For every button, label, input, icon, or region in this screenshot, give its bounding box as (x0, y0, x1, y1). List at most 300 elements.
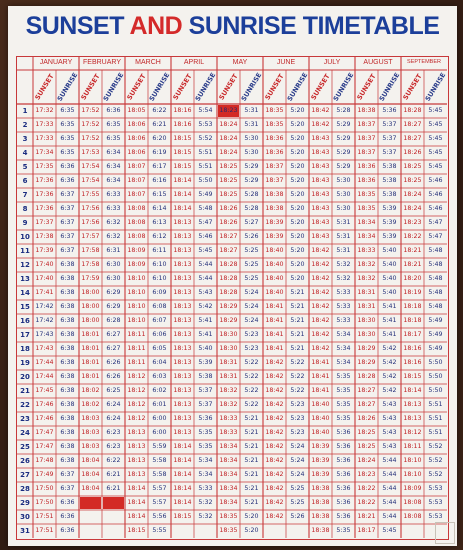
sunset-time: 18:27 (219, 247, 238, 254)
sunrise-time: 6:09 (152, 289, 167, 296)
sunrise-time: 5:52 (198, 135, 213, 142)
sunrise-time: 5:32 (198, 499, 213, 506)
sunrise-time: 5:45 (428, 107, 443, 114)
sunrise-time: 6:38 (60, 443, 75, 450)
sunset-time: 18:37 (265, 177, 284, 184)
sunset-time: 18:04 (81, 457, 100, 464)
sunrise-time: 6:38 (60, 275, 75, 282)
sunrise-time: 5:37 (198, 401, 213, 408)
sunset-time: 18:11 (127, 345, 146, 352)
sunset-time: 17:47 (35, 429, 54, 436)
day-number: 4 (22, 149, 28, 157)
sunset-time: 18:42 (265, 429, 284, 436)
sunrise-time: 5:51 (428, 401, 443, 408)
sunrise-time: 6:35 (106, 135, 121, 142)
sunset-time: 18:15 (403, 373, 422, 380)
sunset-time: 18:38 (311, 485, 330, 492)
sunrise-time: 6:37 (60, 471, 75, 478)
sunset-time: 18:02 (81, 401, 100, 408)
sunset-column-label: SUNSET (79, 72, 102, 102)
sunset-time: 18:18 (403, 317, 422, 324)
sunrise-time: 5:39 (382, 233, 397, 240)
sunrise-time: 6:37 (60, 219, 75, 226)
sunset-time: 18:40 (311, 415, 330, 422)
sunset-time: 18:05 (127, 107, 146, 114)
sunset-time: 18:43 (311, 163, 330, 170)
sunset-time: 18:37 (357, 121, 376, 128)
month-header: FEBRUARY (83, 59, 121, 66)
sunrise-time: 5:36 (336, 513, 351, 520)
sunrise-time: 5:27 (244, 219, 259, 226)
sunrise-time: 5:30 (336, 191, 351, 198)
sunrise-time: 5:44 (382, 471, 397, 478)
sunset-time: 18:13 (173, 373, 192, 380)
sunrise-time: 5:20 (244, 513, 259, 520)
day-number: 21 (20, 387, 30, 395)
sunrise-time: 5:36 (198, 415, 213, 422)
sunset-time: 18:15 (173, 135, 192, 142)
sunrise-time: 6:35 (60, 121, 75, 128)
sunrise-time: 5:51 (198, 149, 213, 156)
sunset-time: 18:13 (173, 233, 192, 240)
sunset-time: 18:18 (403, 303, 422, 310)
sunrise-time: 6:33 (106, 191, 121, 198)
sunrise-time: 6:38 (60, 331, 75, 338)
sunset-time: 17:52 (81, 121, 100, 128)
sunrise-time: 5:58 (152, 471, 167, 478)
corner-watermark (435, 522, 455, 544)
sunrise-time: 5:25 (290, 485, 305, 492)
day-number: 19 (20, 359, 30, 367)
sunset-time: 18:10 (127, 275, 146, 282)
sunset-time: 18:13 (173, 303, 192, 310)
day-number: 28 (20, 485, 30, 493)
sunset-time: 17:40 (35, 275, 54, 282)
sunrise-time: 6:06 (152, 331, 167, 338)
sunrise-column-label: SUNRISE (285, 71, 310, 103)
sunrise-time: 5:44 (382, 485, 397, 492)
sunset-time: 18:13 (173, 331, 192, 338)
sunset-time: 18:07 (127, 163, 146, 170)
sunset-time: 18:41 (311, 387, 330, 394)
sunrise-time: 6:38 (60, 387, 75, 394)
sunset-time: 17:52 (81, 107, 100, 114)
sunrise-time: 6:22 (106, 457, 121, 464)
sunrise-time: 5:35 (336, 415, 351, 422)
sunset-time: 17:44 (35, 373, 54, 380)
sunset-time: 17:36 (35, 191, 54, 198)
sunset-time: 18:10 (403, 471, 422, 478)
sunset-time: 18:35 (219, 513, 238, 520)
sunset-time: 18:25 (219, 177, 238, 184)
sunset-time: 18:34 (219, 485, 238, 492)
sunrise-time: 5:56 (152, 513, 167, 520)
sunset-time: 18:04 (81, 471, 100, 478)
sunset-time: 18:00 (81, 317, 100, 324)
sunrise-time: 6:38 (60, 373, 75, 380)
sunrise-time: 6:38 (60, 359, 75, 366)
sunrise-time: 5:38 (198, 373, 213, 380)
sunrise-time: 6:37 (60, 247, 75, 254)
sunset-time: 17:34 (35, 149, 54, 156)
day-number: 25 (20, 443, 30, 451)
sunset-time: 18:17 (357, 527, 376, 534)
sunrise-time: 5:50 (428, 373, 443, 380)
sunrise-time: 5:39 (382, 205, 397, 212)
sunset-time: 17:40 (35, 261, 54, 268)
highlighted-cell (80, 497, 101, 509)
sunset-time: 18:43 (311, 135, 330, 142)
sunset-time: 18:43 (311, 219, 330, 226)
sunset-time: 18:41 (265, 303, 284, 310)
sunrise-time: 6:23 (106, 443, 121, 450)
sunset-time: 18:36 (265, 149, 284, 156)
sunset-time: 18:42 (265, 359, 284, 366)
sunset-time: 17:49 (35, 471, 54, 478)
sunrise-time: 5:22 (244, 373, 259, 380)
sunset-time: 18:23 (219, 107, 238, 114)
sunrise-time: 5:40 (382, 261, 397, 268)
sunset-time: 17:50 (35, 485, 54, 492)
sunrise-time: 5:50 (428, 359, 443, 366)
sunset-column-label: SUNSET (401, 72, 424, 102)
sunrise-time: 5:45 (428, 163, 443, 170)
sunset-time: 18:13 (173, 359, 192, 366)
sunrise-time: 5:37 (382, 149, 397, 156)
sunset-time: 18:22 (403, 233, 422, 240)
sunrise-time: 6:19 (152, 149, 167, 156)
sunset-time: 17:59 (81, 275, 100, 282)
sunset-time: 17:42 (35, 303, 54, 310)
sunset-time: 18:35 (357, 191, 376, 198)
sunset-time: 18:28 (219, 275, 238, 282)
sunrise-time: 6:38 (60, 289, 75, 296)
sunrise-time: 5:45 (198, 247, 213, 254)
sunset-time: 18:42 (265, 387, 284, 394)
sunset-time: 18:42 (265, 457, 284, 464)
sunset-time: 18:42 (311, 261, 330, 268)
sunrise-time: 5:30 (244, 135, 259, 142)
sunrise-time: 6:34 (106, 163, 121, 170)
sunrise-time: 5:21 (244, 471, 259, 478)
day-number: 1 (22, 107, 28, 115)
month-header: APRIL (183, 59, 205, 66)
sunset-time: 18:37 (265, 163, 284, 170)
sunset-time: 18:16 (173, 107, 192, 114)
sunrise-column-label: SUNRISE (423, 71, 448, 103)
sunset-time: 18:41 (265, 345, 284, 352)
day-number: 29 (20, 499, 30, 507)
sunrise-time: 5:40 (382, 247, 397, 254)
sunset-time: 18:27 (357, 401, 376, 408)
day-number: 17 (20, 331, 30, 339)
sunset-time: 18:42 (311, 247, 330, 254)
sunset-time: 17:45 (35, 387, 54, 394)
sunrise-time: 5:29 (336, 163, 351, 170)
sunset-time: 18:06 (127, 135, 146, 142)
sunset-time: 18:15 (173, 149, 192, 156)
sunrise-time: 6:37 (60, 205, 75, 212)
sunset-time: 18:41 (311, 373, 330, 380)
sunset-time: 17:33 (35, 121, 54, 128)
sunrise-time: 5:23 (290, 415, 305, 422)
sunrise-time: 5:32 (336, 275, 351, 282)
sunrise-time: 5:34 (198, 471, 213, 478)
sunrise-time: 5:44 (198, 275, 213, 282)
sunset-time: 18:42 (311, 317, 330, 324)
day-number: 23 (20, 415, 30, 423)
sunrise-time: 5:20 (290, 163, 305, 170)
day-number: 13 (20, 275, 30, 283)
sunset-time: 18:38 (311, 527, 330, 534)
title-and: AND (129, 12, 183, 40)
sunset-time: 17:51 (35, 527, 54, 534)
sunrise-time: 5:20 (244, 527, 259, 534)
sunrise-time: 6:21 (152, 121, 167, 128)
sunset-time: 17:46 (35, 401, 54, 408)
sunrise-time: 6:16 (152, 177, 167, 184)
sunset-time: 18:42 (311, 275, 330, 282)
sunset-time: 18:12 (127, 401, 146, 408)
sunset-column-label: SUNSET (217, 72, 240, 102)
sunset-time: 17:53 (81, 149, 100, 156)
sunrise-time: 5:50 (428, 387, 443, 394)
sunrise-time: 6:02 (152, 387, 167, 394)
timetable-grid (16, 56, 449, 540)
sunset-time: 17:55 (81, 191, 100, 198)
sunrise-time: 5:21 (244, 457, 259, 464)
sunrise-time: 6:35 (106, 121, 121, 128)
sunset-time: 18:13 (173, 275, 192, 282)
day-number: 20 (20, 373, 30, 381)
day-number: 6 (22, 177, 28, 185)
sunrise-time: 6:35 (60, 149, 75, 156)
sunset-time: 18:39 (265, 233, 284, 240)
sunset-column-label: SUNSET (125, 72, 148, 102)
day-number: 27 (20, 471, 30, 479)
sunrise-time: 5:24 (244, 289, 259, 296)
sunset-time: 18:01 (81, 373, 100, 380)
sunrise-time: 5:20 (290, 261, 305, 268)
sunset-time: 18:25 (357, 443, 376, 450)
sunset-time: 18:13 (127, 443, 146, 450)
sunrise-time: 5:36 (382, 107, 397, 114)
sunset-time: 18:03 (81, 443, 100, 450)
sunset-time: 18:31 (357, 289, 376, 296)
highlighted-cell (103, 497, 124, 509)
sunset-time: 17:37 (35, 219, 54, 226)
sunset-time: 18:01 (81, 345, 100, 352)
sunrise-time: 5:25 (244, 261, 259, 268)
sunrise-time: 5:32 (336, 261, 351, 268)
sunset-time: 18:41 (265, 331, 284, 338)
month-header: AUGUST (363, 59, 393, 66)
sunrise-time: 5:21 (244, 443, 259, 450)
sunrise-time: 5:34 (336, 345, 351, 352)
sunrise-time: 6:36 (60, 177, 75, 184)
sunrise-time: 5:38 (382, 191, 397, 198)
sunset-time: 18:43 (311, 205, 330, 212)
sunset-time: 18:13 (173, 401, 192, 408)
sunrise-time: 5:30 (336, 177, 351, 184)
sunset-time: 18:14 (403, 387, 422, 394)
sunset-time: 18:11 (127, 331, 146, 338)
sunset-time: 18:42 (265, 499, 284, 506)
sunrise-time: 6:38 (60, 401, 75, 408)
sunrise-time: 6:29 (106, 303, 121, 310)
sunrise-time: 5:20 (290, 121, 305, 128)
sunrise-time: 5:21 (244, 415, 259, 422)
sunset-time: 18:21 (357, 513, 376, 520)
sunset-time: 18:12 (127, 415, 146, 422)
sunrise-time: 5:21 (290, 331, 305, 338)
sunset-time: 18:38 (357, 107, 376, 114)
sunset-column-label: SUNSET (263, 72, 286, 102)
sunrise-time: 6:36 (60, 513, 75, 520)
sunrise-time: 6:07 (152, 317, 167, 324)
sunrise-time: 5:53 (428, 513, 443, 520)
sunset-time: 18:42 (311, 289, 330, 296)
sunset-time: 18:26 (403, 149, 422, 156)
sunset-time: 18:00 (81, 289, 100, 296)
sunset-time: 18:27 (403, 121, 422, 128)
sunset-time: 18:38 (311, 513, 330, 520)
sunset-time: 18:36 (357, 177, 376, 184)
sunset-time: 18:42 (311, 331, 330, 338)
sunset-time: 18:11 (127, 359, 146, 366)
sunset-time: 18:34 (219, 457, 238, 464)
sunset-column-label: SUNSET (355, 72, 378, 102)
sunrise-time: 5:33 (198, 485, 213, 492)
sunset-time: 18:03 (81, 415, 100, 422)
sunset-time: 17:54 (81, 177, 100, 184)
sunset-time: 18:30 (357, 317, 376, 324)
sunset-time: 18:15 (173, 513, 192, 520)
day-number: 2 (22, 121, 28, 129)
sunrise-time: 5:24 (244, 303, 259, 310)
sunrise-time: 6:36 (106, 107, 121, 114)
sunset-time: 18:13 (403, 401, 422, 408)
sunrise-time: 5:48 (428, 289, 443, 296)
sunset-time: 18:30 (219, 331, 238, 338)
sunset-time: 18:36 (357, 163, 376, 170)
sunset-time: 18:22 (357, 485, 376, 492)
sunrise-time: 6:10 (152, 275, 167, 282)
sunrise-time: 5:21 (244, 499, 259, 506)
sunset-time: 18:31 (219, 359, 238, 366)
sunrise-time: 6:38 (60, 457, 75, 464)
sunset-time: 18:40 (265, 289, 284, 296)
sunrise-time: 5:31 (244, 121, 259, 128)
sunset-column-label: SUNSET (33, 72, 56, 102)
sunrise-time: 5:41 (382, 303, 397, 310)
sunrise-time: 5:23 (244, 331, 259, 338)
sunrise-time: 5:53 (428, 485, 443, 492)
sunrise-time: 5:47 (428, 219, 443, 226)
sunrise-time: 5:42 (198, 303, 213, 310)
sunrise-time: 5:29 (336, 135, 351, 142)
sunset-time: 18:35 (219, 527, 238, 534)
sunset-time: 18:17 (403, 331, 422, 338)
sunrise-column-label: SUNRISE (377, 71, 402, 103)
sunrise-time: 6:17 (152, 163, 167, 170)
sunset-time: 18:26 (357, 415, 376, 422)
sunset-time: 18:21 (403, 261, 422, 268)
sunrise-time: 5:35 (336, 387, 351, 394)
sunrise-time: 5:31 (336, 233, 351, 240)
month-header: JUNE (276, 59, 296, 66)
sunrise-time: 6:21 (106, 471, 121, 478)
sunrise-time: 6:37 (60, 191, 75, 198)
sunset-time: 17:44 (35, 359, 54, 366)
sunset-time: 18:38 (265, 191, 284, 198)
sunset-time: 18:14 (173, 443, 192, 450)
month-header: MARCH (135, 59, 161, 66)
sunset-time: 17:57 (81, 233, 100, 240)
sunset-time: 17:36 (35, 205, 54, 212)
sunset-time: 17:42 (35, 317, 54, 324)
sunset-time: 17:41 (35, 289, 54, 296)
sunset-time: 18:13 (173, 219, 192, 226)
sunrise-time: 5:52 (428, 471, 443, 478)
sunset-time: 18:35 (265, 121, 284, 128)
sunrise-time: 6:26 (106, 373, 121, 380)
sunrise-time: 5:28 (244, 205, 259, 212)
sunrise-time: 5:38 (382, 177, 397, 184)
sunset-time: 17:36 (35, 177, 54, 184)
sunset-time: 18:10 (127, 289, 146, 296)
sunrise-time: 5:43 (382, 415, 397, 422)
sunrise-time: 5:58 (152, 457, 167, 464)
sunrise-time: 6:30 (106, 275, 121, 282)
sunset-time: 18:10 (403, 457, 422, 464)
sunset-time: 18:14 (173, 485, 192, 492)
sunset-time: 17:43 (35, 345, 54, 352)
sunset-time: 18:13 (173, 429, 192, 436)
sunrise-time: 5:36 (336, 443, 351, 450)
sunrise-time: 6:28 (106, 317, 121, 324)
sunset-time: 18:38 (311, 499, 330, 506)
sunrise-time: 6:38 (60, 429, 75, 436)
sunset-time: 18:29 (219, 303, 238, 310)
sunset-time: 18:03 (81, 429, 100, 436)
sunrise-time: 6:36 (60, 499, 75, 506)
sunrise-time: 5:20 (290, 275, 305, 282)
sunrise-time: 5:59 (152, 443, 167, 450)
sunrise-time: 5:42 (382, 345, 397, 352)
sunset-time: 18:14 (173, 457, 192, 464)
sunrise-time: 5:50 (198, 177, 213, 184)
sunrise-column-label: SUNRISE (55, 71, 80, 103)
sunset-time: 17:38 (35, 233, 54, 240)
sunrise-time: 5:20 (290, 219, 305, 226)
sunrise-time: 5:20 (290, 205, 305, 212)
sunrise-time: 5:47 (198, 219, 213, 226)
sunrise-time: 5:20 (290, 149, 305, 156)
sunrise-time: 5:40 (198, 345, 213, 352)
sunrise-time: 5:36 (336, 499, 351, 506)
timetable-poster (8, 6, 457, 546)
sunset-time: 18:25 (219, 191, 238, 198)
sunset-time: 18:28 (219, 289, 238, 296)
sunrise-time: 5:47 (428, 233, 443, 240)
sunset-time: 18:40 (311, 429, 330, 436)
sunrise-time: 5:45 (428, 121, 443, 128)
sunrise-time: 6:22 (152, 107, 167, 114)
sunset-time: 18:42 (311, 345, 330, 352)
sunrise-time: 5:46 (428, 177, 443, 184)
sunrise-time: 6:32 (106, 233, 121, 240)
